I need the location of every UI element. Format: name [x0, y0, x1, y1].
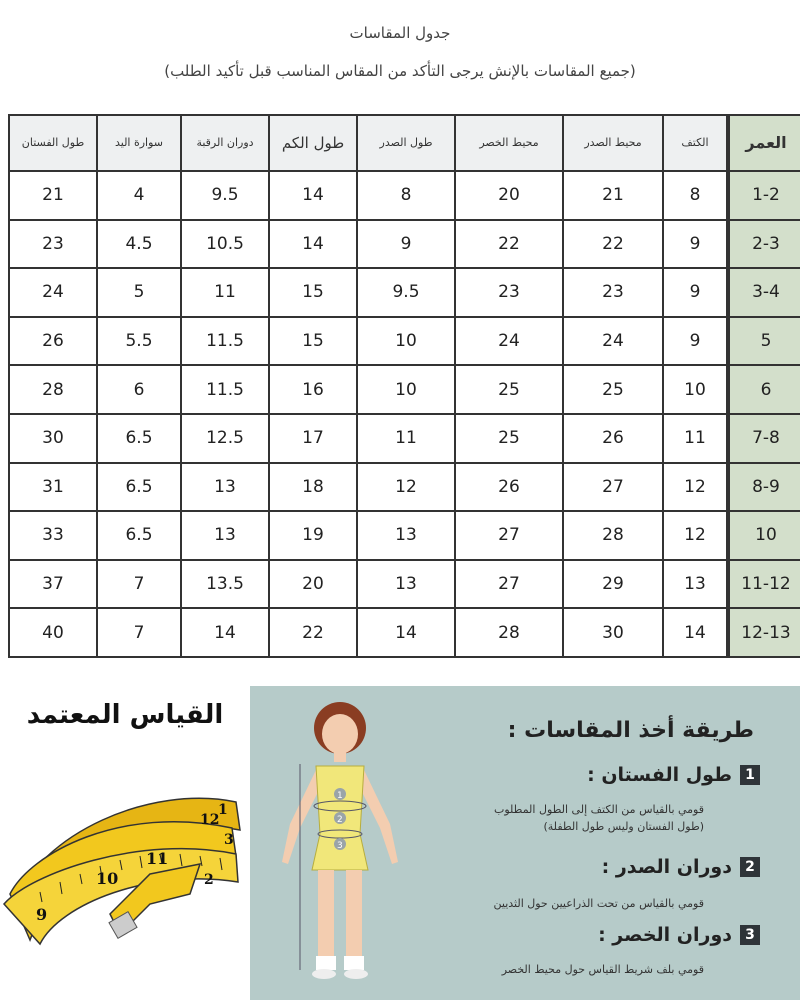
- table-cell: 30: [563, 608, 663, 657]
- table-cell: 24: [563, 317, 663, 366]
- age-cell: 5: [728, 317, 800, 366]
- table-cell: 11.5: [181, 365, 269, 414]
- table-cell: 9: [357, 220, 455, 269]
- age-cell: 1-2: [728, 171, 800, 220]
- step-2-description: [494, 896, 705, 913]
- header-sleeve-length: طول الكم: [269, 115, 357, 171]
- table-cell: 12: [663, 511, 728, 560]
- table-cell: 33: [9, 511, 97, 560]
- step-3-description: [502, 962, 704, 979]
- age-cell: 8-9: [728, 463, 800, 512]
- tape-title: القياس المعتمد: [26, 700, 224, 730]
- table-cell: 14: [269, 220, 357, 269]
- table-row: [9, 414, 800, 463]
- table-cell: 10.5: [181, 220, 269, 269]
- table-row: [9, 608, 800, 657]
- table-cell: 25: [455, 414, 563, 463]
- table-cell: 14: [357, 608, 455, 657]
- table-cell: 13: [663, 560, 728, 609]
- table-header-row: [9, 115, 800, 171]
- table-row: [9, 511, 800, 560]
- table-cell: 37: [9, 560, 97, 609]
- table-cell: 28: [563, 511, 663, 560]
- age-cell: 3-4: [728, 268, 800, 317]
- table-cell: 25: [455, 365, 563, 414]
- age-cell: 6: [728, 365, 800, 414]
- table-cell: 30: [9, 414, 97, 463]
- table-cell: 10: [357, 317, 455, 366]
- table-cell: 13: [357, 511, 455, 560]
- step-label: دوران الخصر :: [598, 924, 732, 946]
- tape-number: 3: [224, 832, 234, 848]
- table-cell: 7: [97, 608, 181, 657]
- table-cell: 15: [269, 268, 357, 317]
- table-row: [9, 560, 800, 609]
- tape-number: 9: [36, 905, 48, 924]
- table-cell: 11.5: [181, 317, 269, 366]
- table-row: [9, 365, 800, 414]
- step-desc-line: قومي بالقياس من تحت الذراعيين حول الثديين: [493, 897, 704, 910]
- step-1: [587, 764, 760, 786]
- table-cell: 26: [9, 317, 97, 366]
- figure-marker: 3: [337, 841, 343, 851]
- table-cell: 21: [563, 171, 663, 220]
- table-cell: 11: [181, 268, 269, 317]
- tape-number: 2: [204, 872, 214, 888]
- table-cell: 13: [181, 511, 269, 560]
- table-cell: 13: [181, 463, 269, 512]
- header-neck-circumference: دوران الرقبة: [181, 115, 269, 171]
- table-cell: 20: [269, 560, 357, 609]
- table-cell: 40: [9, 608, 97, 657]
- age-cell: 11-12: [728, 560, 800, 609]
- measurement-guide-section: [0, 686, 800, 1000]
- table-cell: 29: [563, 560, 663, 609]
- age-cell: 7-8: [728, 414, 800, 463]
- table-cell: 10: [663, 365, 728, 414]
- header-dress-length: طول الفستان: [9, 115, 97, 171]
- header-waist-circumference: محيط الخصر: [455, 115, 563, 171]
- table-cell: 22: [269, 608, 357, 657]
- step-desc-line: قومي بلف شريط القياس حول محيط الخصر: [501, 963, 704, 976]
- table-cell: 5: [97, 268, 181, 317]
- step-3: [598, 924, 760, 946]
- table-cell: 28: [455, 608, 563, 657]
- table-cell: 8: [663, 171, 728, 220]
- table-cell: 23: [563, 268, 663, 317]
- figure-marker: 1: [337, 791, 343, 801]
- table-cell: 31: [9, 463, 97, 512]
- table-cell: 15: [269, 317, 357, 366]
- age-cell: 12-13: [728, 608, 800, 657]
- table-row: [9, 220, 800, 269]
- step-desc-line: قومي بالقياس من الكتف إلى الطول المطلوب: [493, 803, 704, 816]
- table-cell: 13.5: [181, 560, 269, 609]
- step-number: 3: [740, 925, 760, 945]
- step-number: 2: [740, 857, 760, 877]
- table-cell: 28: [9, 365, 97, 414]
- table-cell: 4: [97, 171, 181, 220]
- table-row: [9, 171, 800, 220]
- table-cell: 8: [357, 171, 455, 220]
- age-cell: 10: [728, 511, 800, 560]
- table-cell: 11: [663, 414, 728, 463]
- table-cell: 12: [663, 463, 728, 512]
- table-cell: 27: [563, 463, 663, 512]
- table-cell: 17: [269, 414, 357, 463]
- table-cell: 7: [97, 560, 181, 609]
- table-cell: 26: [455, 463, 563, 512]
- table-cell: 25: [563, 365, 663, 414]
- table-cell: 9.5: [357, 268, 455, 317]
- table-cell: 4.5: [97, 220, 181, 269]
- girl-figure-icon: [260, 694, 430, 994]
- step-desc-line: (طول الفستان وليس طول الطفلة): [543, 819, 704, 833]
- table-cell: 12: [357, 463, 455, 512]
- table-cell: 14: [269, 171, 357, 220]
- table-cell: 26: [563, 414, 663, 463]
- age-cell: 2-3: [728, 220, 800, 269]
- table-cell: 6.5: [97, 511, 181, 560]
- table-cell: 20: [455, 171, 563, 220]
- table-cell: 6.5: [97, 414, 181, 463]
- table-cell: 13: [357, 560, 455, 609]
- table-cell: 19: [269, 511, 357, 560]
- page-title: جدول المقاسات: [349, 24, 451, 42]
- tape-number: 12: [200, 812, 220, 828]
- table-cell: 23: [9, 220, 97, 269]
- table-row: [9, 317, 800, 366]
- header-shoulder: الكتف: [663, 115, 728, 171]
- figure-marker: 2: [337, 815, 343, 825]
- table-cell: 23: [455, 268, 563, 317]
- table-cell: 14: [663, 608, 728, 657]
- step-number: 1: [740, 765, 760, 785]
- table-cell: 16: [269, 365, 357, 414]
- table-cell: 22: [455, 220, 563, 269]
- table-cell: 12.5: [181, 414, 269, 463]
- tape-number: 1: [218, 802, 228, 818]
- step-label: دوران الصدر :: [601, 856, 732, 878]
- table-cell: 6.5: [97, 463, 181, 512]
- header-chest-length: طول الصدر: [357, 115, 455, 171]
- header-age: العمر: [728, 115, 800, 171]
- table-cell: 6: [97, 365, 181, 414]
- table-cell: 18: [269, 463, 357, 512]
- table-cell: 22: [563, 220, 663, 269]
- tape-number: 11: [146, 849, 169, 868]
- step-label: طول الفستان :: [587, 764, 732, 786]
- table-cell: 9.5: [181, 171, 269, 220]
- table-cell: 21: [9, 171, 97, 220]
- table-cell: 14: [181, 608, 269, 657]
- table-row: [9, 268, 800, 317]
- table-cell: 24: [455, 317, 563, 366]
- header-wrist: سوارة اليد: [97, 115, 181, 171]
- guide-heading: طريقة أخذ المقاسات :: [507, 718, 754, 743]
- header-chest-circumference: محيط الصدر: [563, 115, 663, 171]
- table-cell: 11: [357, 414, 455, 463]
- size-chart-table: [8, 114, 800, 658]
- table-cell: 5.5: [97, 317, 181, 366]
- page-subtitle: (جميع المقاسات بالإنش يرجى التأكد من المقاس المناسب قبل تأكيد الطلب): [164, 62, 636, 80]
- table-cell: 9: [663, 220, 728, 269]
- table-cell: 27: [455, 511, 563, 560]
- guide-panel: [250, 686, 800, 1000]
- tape-panel: [0, 686, 250, 1000]
- tape-number: 10: [96, 869, 119, 888]
- table-cell: 9: [663, 268, 728, 317]
- table-row: [9, 463, 800, 512]
- table-cell: 24: [9, 268, 97, 317]
- measuring-tape-icon: [0, 744, 250, 1000]
- step-2: [602, 856, 760, 878]
- table-cell: 27: [455, 560, 563, 609]
- table-cell: 9: [663, 317, 728, 366]
- step-1-description: [494, 802, 704, 835]
- table-cell: 10: [357, 365, 455, 414]
